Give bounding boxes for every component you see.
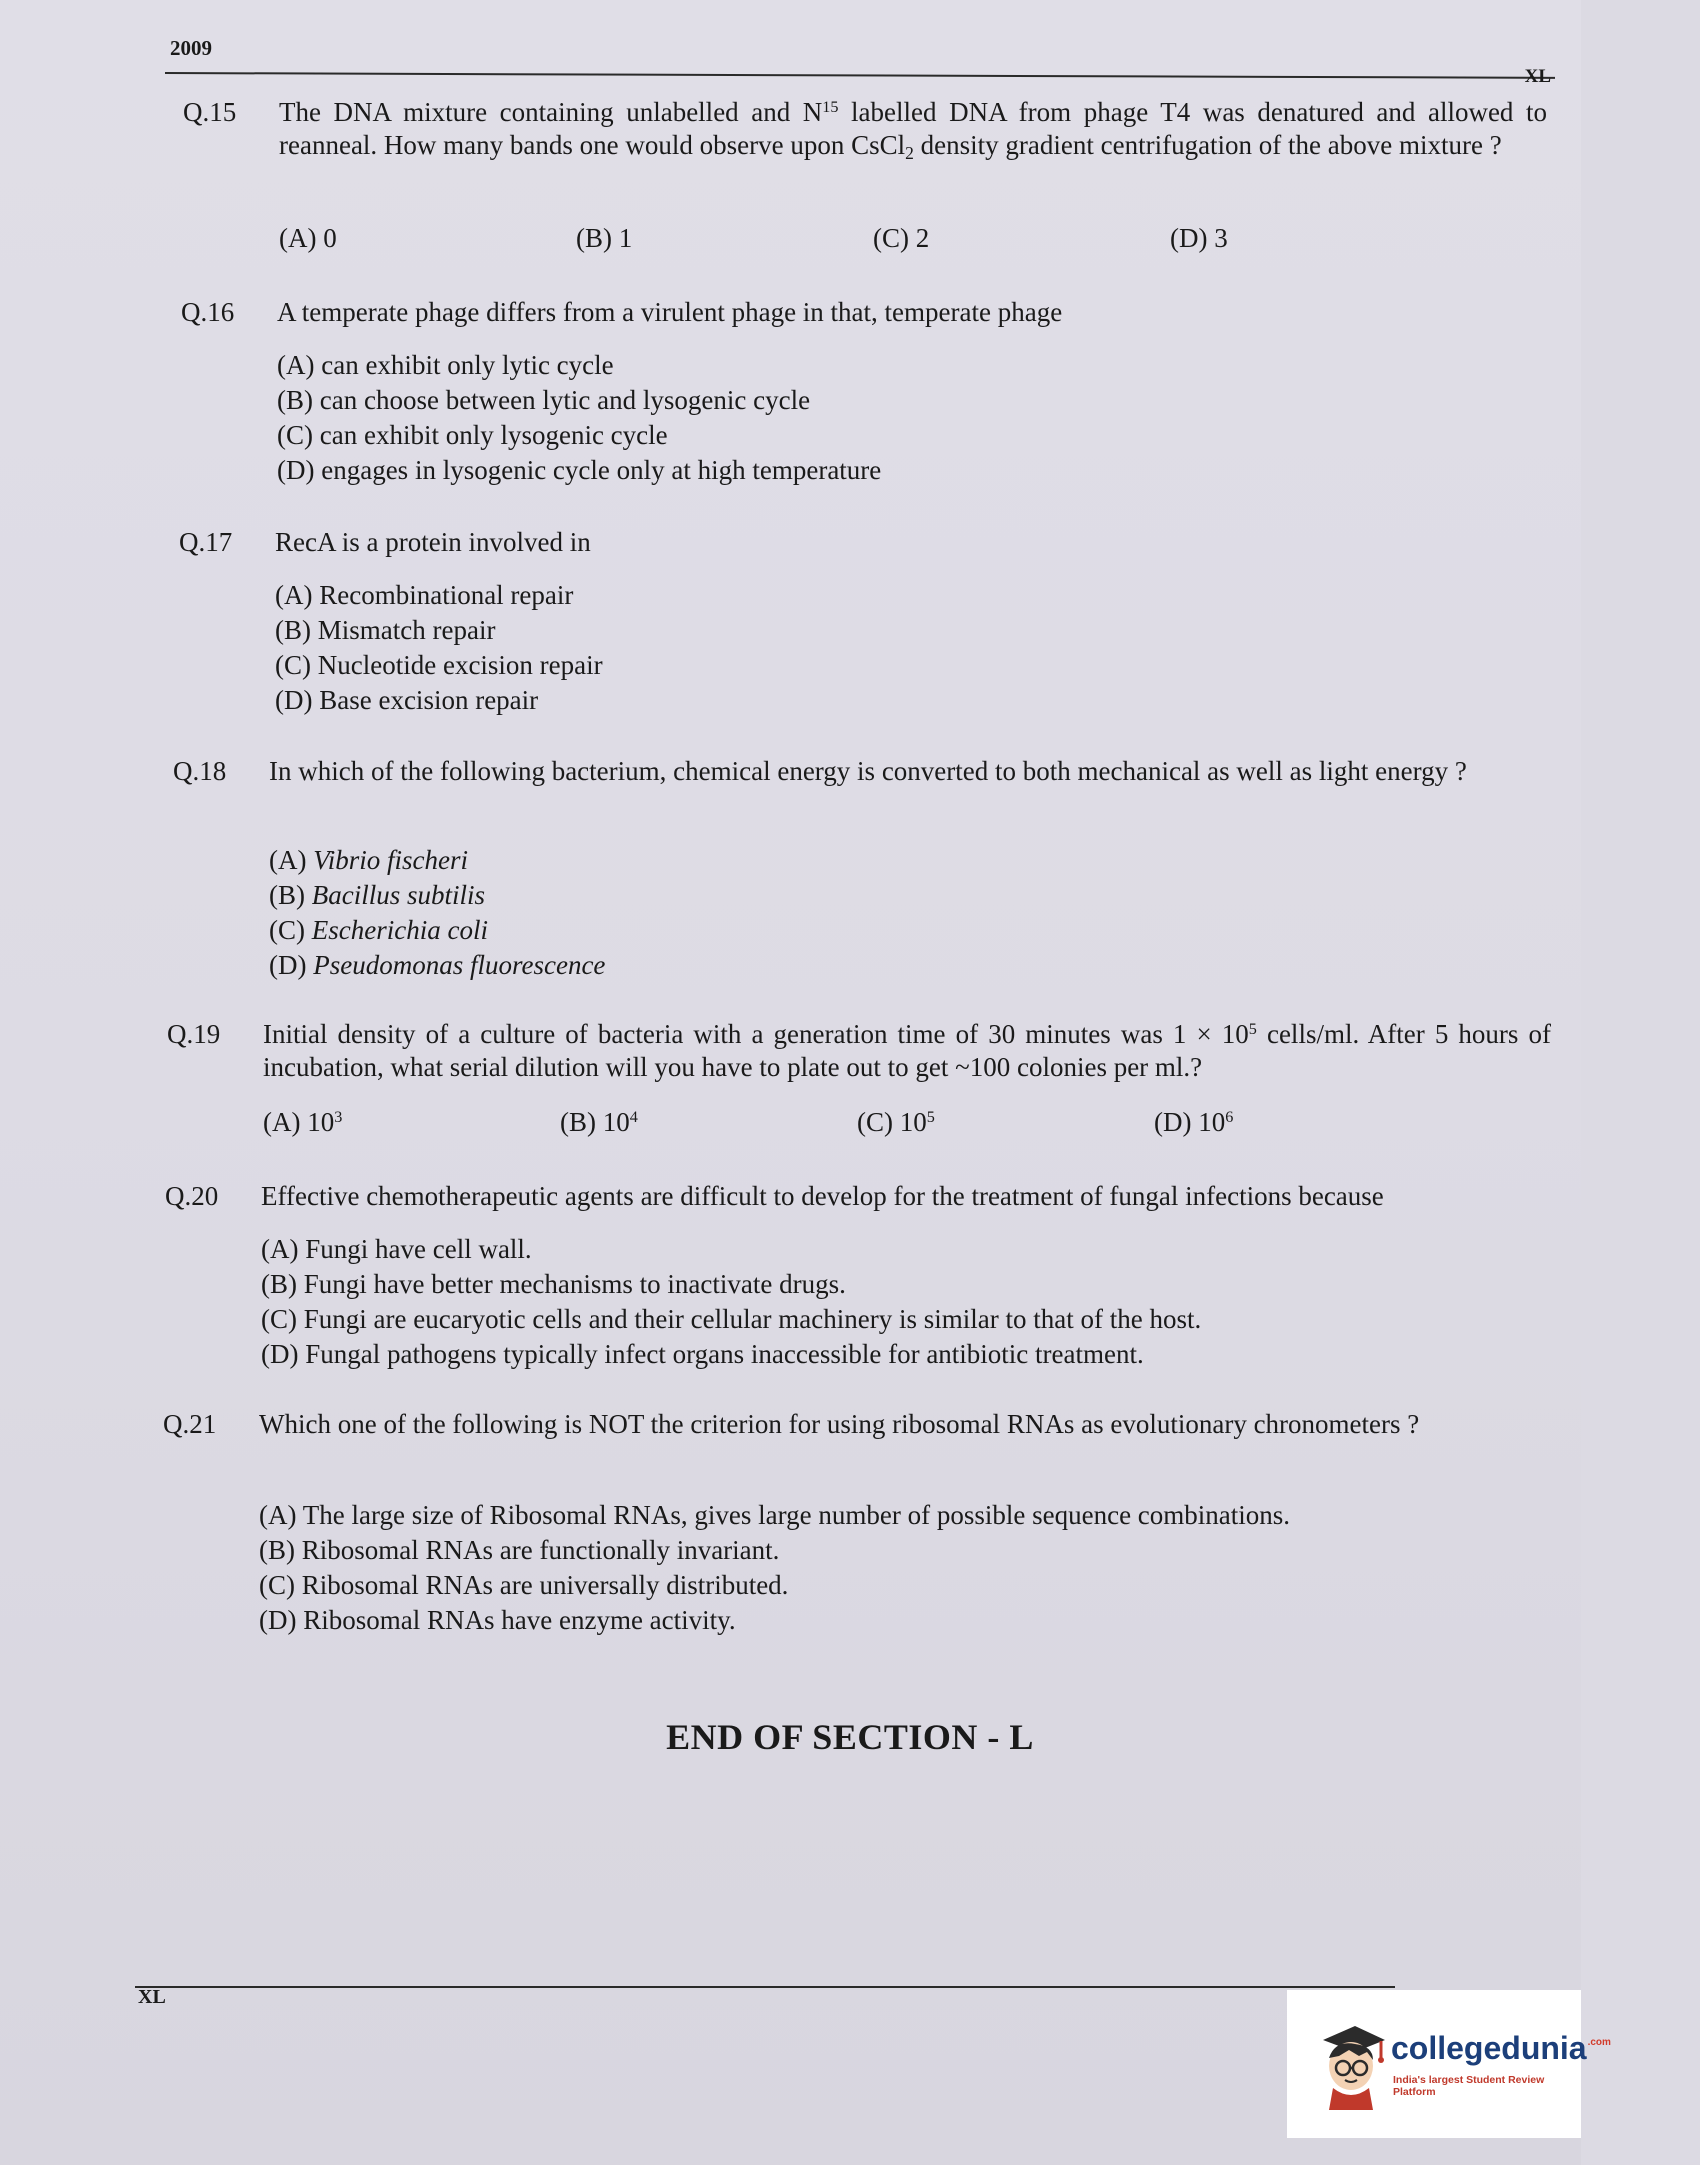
question-number: Q.21 (163, 1409, 217, 1439)
watermark-tagline: India's largest Student Review Platform (1393, 2074, 1545, 2098)
options-list (275, 578, 603, 718)
watermark-brand: collegedunia$^{.com}$ (1391, 2030, 1611, 2066)
option-a: (A) $10^3$ (263, 1107, 343, 1137)
options-list (277, 348, 881, 488)
option-a: (A) The large size of Ribosomal RNAs, gives large number of possible sequence combinations. (259, 1500, 1291, 1530)
question-number: Q.20 (165, 1181, 219, 1211)
option-b: (B) Ribosomal RNAs are functionally invariant. (259, 1535, 780, 1565)
question-text: A temperate phage differs from a virulent phage in that, temperate phage (277, 297, 1063, 327)
collegedunia-watermark (1287, 1990, 1611, 2138)
option-d: (D) $10^6$ (1154, 1107, 1234, 1137)
section-end-heading: END OF SECTION - L (666, 1717, 1034, 1757)
options-list (261, 1232, 1201, 1372)
option-c: (C) Fungi are eucaryotic cells and their cellular machinery is similar to that of the host. (261, 1304, 1202, 1334)
option-d: (D) Ribosomal RNAs have enzyme activity. (259, 1605, 736, 1635)
options-list (259, 1498, 1290, 1638)
option-b: (B) can choose between lytic and lysogenic cycle (277, 385, 811, 415)
options-row (279, 222, 1228, 255)
option-b: (B) Mismatch repair (275, 615, 496, 645)
question-text: Effective chemotherapeutic agents are difficult to develop for the treatment of fungal infections because (261, 1181, 1384, 1211)
option-c: (C) Nucleotide excision repair (275, 650, 603, 680)
option-c: (C) Ribosomal RNAs are universally distributed. (259, 1570, 789, 1600)
option-a: (A) Vibrio fischeri (269, 845, 468, 875)
option-d: (D) engages in lysogenic cycle only at high temperature (277, 455, 882, 485)
option-d: (D) Base excision repair (275, 685, 539, 715)
question-number: Q.17 (179, 527, 233, 557)
question-number: Q.15 (183, 97, 237, 127)
option-a: (A) can exhibit only lytic cycle (277, 350, 614, 380)
option-b: (B) $10^4$ (560, 1107, 638, 1137)
header-paper-code: XL (1524, 66, 1551, 87)
question-number: Q.16 (181, 297, 235, 327)
option-c: (C) can exhibit only lysogenic cycle (277, 420, 668, 450)
footer-paper-code: XL (138, 1986, 166, 2008)
option-c: (C) 2 (873, 223, 930, 253)
options-row (263, 1106, 1233, 1139)
question-text: Which one of the following is NOT the criterion for using ribosomal RNAs as evolutionary chronometers ? (259, 1409, 1420, 1439)
header-year: 2009 (170, 36, 212, 60)
question-text: In which of the following bacterium, chemical energy is converted to both mechanical as well as light energy ? (269, 756, 1467, 786)
option-a: (A) Recombinational repair (275, 580, 574, 610)
option-b: (B) Bacillus subtilis (269, 880, 486, 910)
option-b: (B) 1 (576, 223, 633, 253)
question-text: The DNA mixture containing unlabelled and $N^{15}$ labelled DNA from phage T4 was denatured and allowed to reanneal. How many bands one would observe upon CsCl$_2$ density gradient centrifugation of the above mixture ? (279, 97, 1547, 164)
option-d: (D) Pseudomonas fluorescence (269, 950, 606, 980)
question-number: Q.18 (173, 756, 227, 786)
option-a: (A) Fungi have cell wall. (261, 1234, 532, 1264)
option-c: (C) $10^5$ (857, 1107, 935, 1137)
option-d: (D) Fungal pathogens typically infect organs inaccessible for antibiotic treatment. (261, 1339, 1144, 1369)
student-mascot-icon (1315, 2018, 1387, 2110)
question-text: Initial density of a culture of bacteria with a generation time of 30 minutes was $1 \times 10^5$ cells/ml. After 5 hours of incubation, what serial dilution will you have to plate out to get ~100 colonies per ml.? (263, 1019, 1551, 1082)
option-b: (B) Fungi have better mechanisms to inactivate drugs. (261, 1269, 846, 1299)
question-number: Q.19 (167, 1019, 221, 1049)
options-list (269, 843, 605, 983)
footer-rule (135, 1986, 1395, 1988)
option-c: (C) Escherichia coli (269, 915, 488, 945)
option-d: (D) 3 (1170, 223, 1228, 253)
option-a: (A) 0 (279, 223, 337, 253)
question-text: RecA is a protein involved in (275, 527, 591, 557)
